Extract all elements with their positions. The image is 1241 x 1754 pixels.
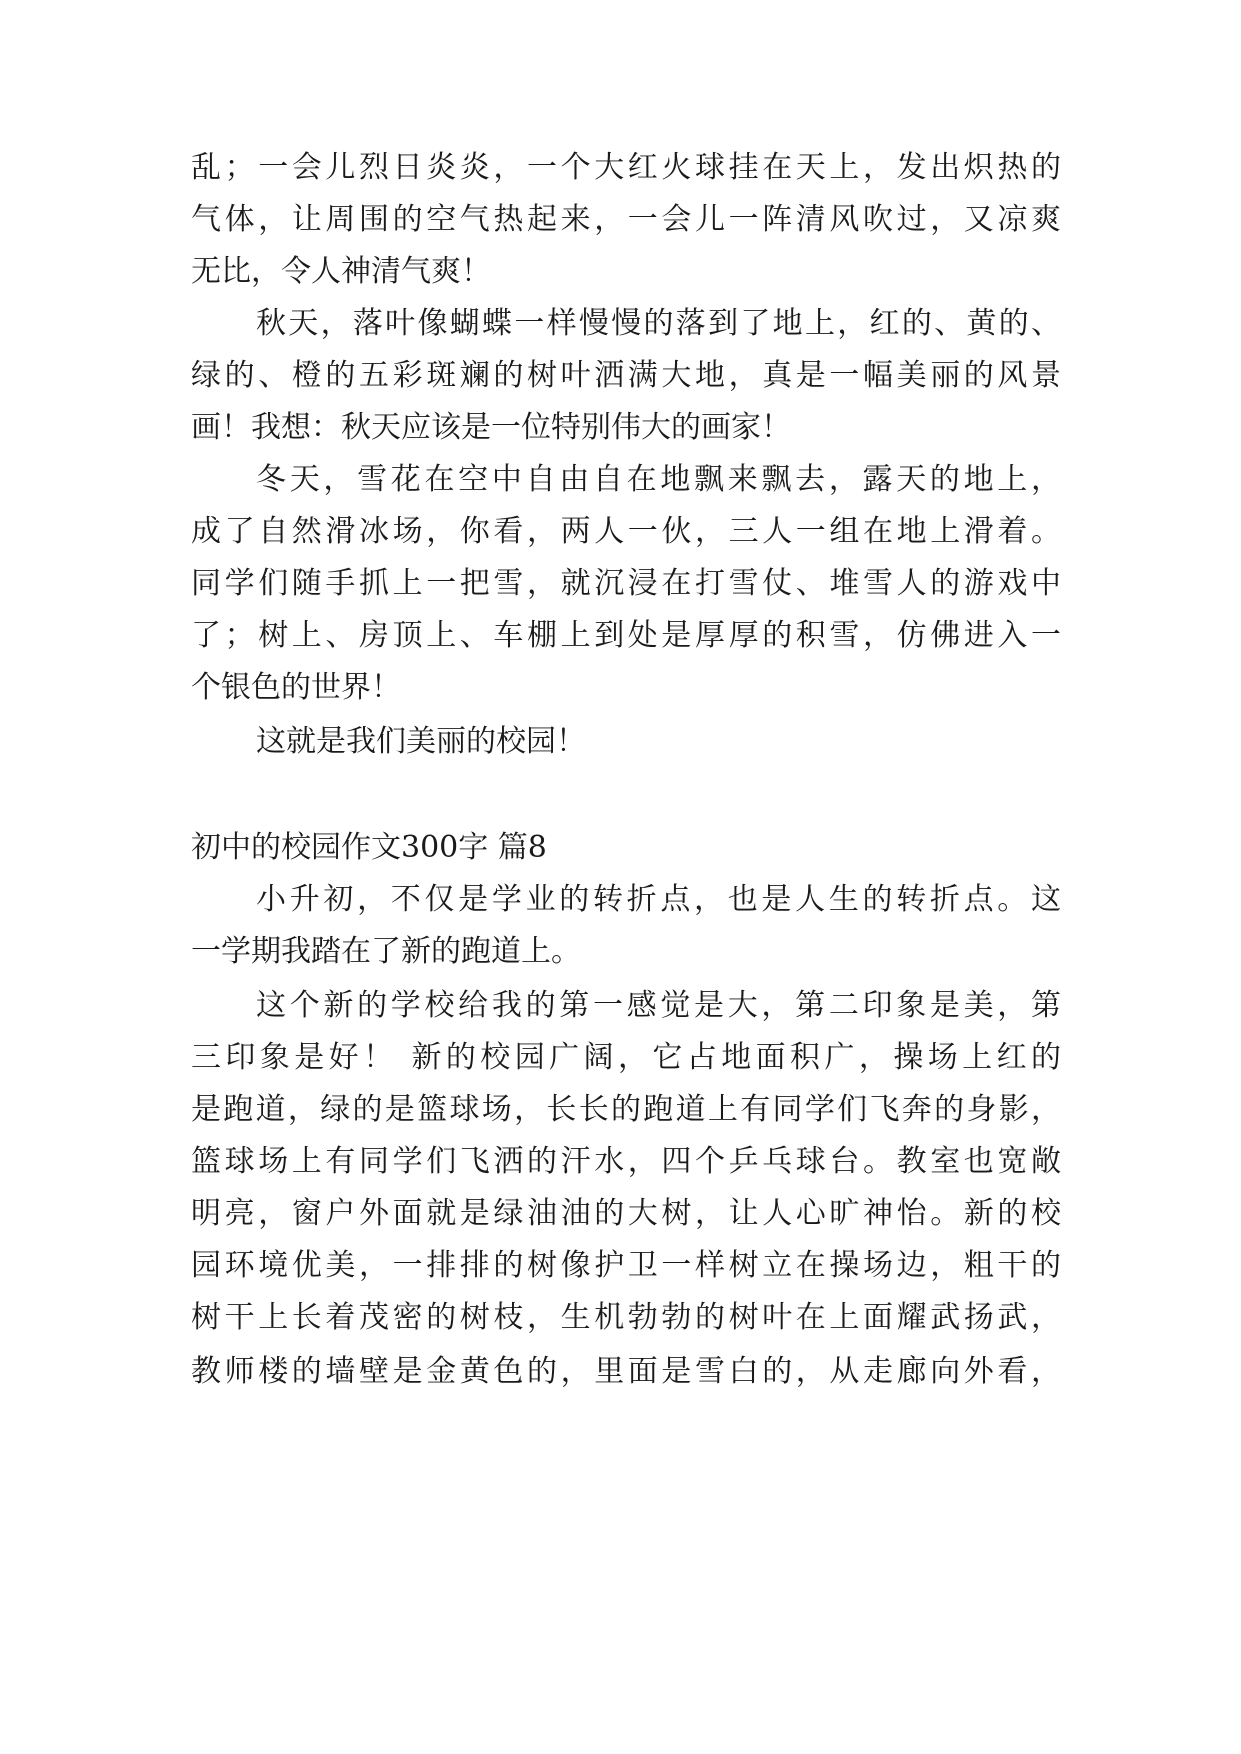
text-line: 画！我想：秋天应该是一位特别伟大的画家！	[191, 410, 791, 445]
text-line: 明亮，窗户外面就是绿油油的大树，让人心旷神怡。新的校	[191, 1196, 1061, 1231]
text-line: 个银色的世界！	[191, 670, 401, 705]
text-line: 无比，令人神清气爽！	[191, 254, 491, 289]
text-line: 树干上长着茂密的树枝，生机勃勃的树叶在上面耀武扬武，	[191, 1300, 1061, 1335]
text-line: 乱；一会儿烈日炎炎，一个大红火球挂在天上，发出炽热的	[191, 150, 1061, 185]
text-line: 园环境优美，一排排的树像护卫一样树立在操场边，粗干的	[191, 1248, 1061, 1283]
text-line: 小升初，不仅是学业的转折点，也是人生的转折点。这	[256, 882, 1061, 917]
text-line: 教师楼的墙壁是金黄色的，里面是雪白的，从走廊向外看，	[191, 1354, 1061, 1389]
text-line: 篮球场上有同学们飞洒的汗水，四个乒乓球台。教室也宽敞	[191, 1144, 1061, 1179]
text-line: 成了自然滑冰场，你看，两人一伙，三人一组在地上滑着。	[191, 514, 1061, 549]
text-line: 冬天，雪花在空中自由自在地飘来飘去，露天的地上，	[256, 462, 1061, 497]
text-line: 同学们随手抓上一把雪，就沉浸在打雪仗、堆雪人的游戏中	[191, 566, 1061, 601]
text-line: 气体，让周围的空气热起来，一会儿一阵清风吹过，又凉爽	[191, 202, 1061, 237]
text-line: 秋天，落叶像蝴蝶一样慢慢的落到了地上，红的、黄的、	[256, 306, 1061, 341]
text-line: 这就是我们美丽的校园！	[256, 724, 586, 759]
text-line: 这个新的学校给我的第一感觉是大，第二印象是美，第	[256, 988, 1061, 1023]
text-line: 了；树上、房顶上、车棚上到处是厚厚的积雪，仿佛进入一	[191, 618, 1061, 653]
text-line: 三印象是好！ 新的校园广阔，它占地面积广，操场上红的	[191, 1040, 1061, 1075]
text-line: 一学期我踏在了新的跑道上。	[191, 934, 581, 969]
text-line: 是跑道，绿的是篮球场，长长的跑道上有同学们飞奔的身影，	[191, 1092, 1061, 1127]
section-heading: 初中的校园作文300字 篇8	[191, 830, 547, 865]
text-line: 绿的、橙的五彩斑斓的树叶洒满大地，真是一幅美丽的风景	[191, 358, 1061, 393]
